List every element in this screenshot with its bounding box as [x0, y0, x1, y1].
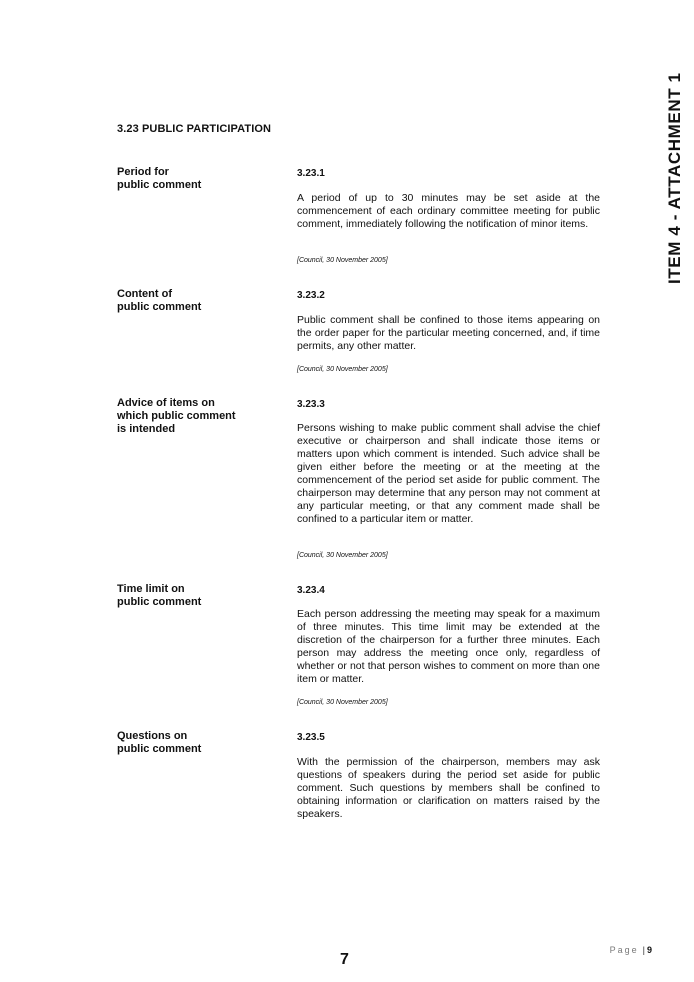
- page-label: Page: [609, 945, 639, 955]
- section-heading: 3.23 PUBLIC PARTICIPATION: [117, 123, 272, 135]
- side-label-questions: Questions on public comment: [117, 730, 202, 755]
- clause-text: Public comment shall be confined to those items appearing on the order paper for the particular meeting concerned, and, if time permits, any other matter.: [297, 314, 600, 352]
- footer-separator: |: [642, 945, 645, 955]
- side-label-period: Period for public comment: [117, 166, 202, 191]
- clause-number: 3.23.1: [297, 168, 325, 179]
- clause-number: 3.23.2: [297, 290, 325, 301]
- page-number: 7: [340, 951, 349, 968]
- clause-number: 3.23.4: [297, 585, 325, 596]
- attachment-side-tab: ITEM 4 - ATTACHMENT 1: [665, 72, 684, 284]
- page-footer: [610, 945, 652, 955]
- clause-text: Each person addressing the meeting may speak for a maximum of three minutes. This time limit may be extended at the discretion of the chairperson for a further three minutes. Each person may address the meeting once only, regardless of whether or not that person wishes to comment on more than one item or matter.: [297, 608, 600, 685]
- citation: [Council, 30 November 2005]: [297, 257, 388, 264]
- page-ref: 9: [646, 945, 652, 955]
- side-label-time-limit: Time limit on public comment: [117, 583, 202, 608]
- side-label-advice: Advice of items on which public comment is intended: [117, 397, 236, 435]
- clause-number: 3.23.3: [297, 399, 325, 410]
- clause-text: With the permission of the chairperson, members may ask questions of speakers during the period set aside for public comment. Such questions by members shall be confined to obtaining information or clarification on matters raised by the speakers.: [297, 756, 600, 820]
- citation: [Council, 30 November 2005]: [297, 552, 388, 559]
- clause-text: A period of up to 30 minutes may be set aside at the commencement of each ordinary committee meeting for public comment, immediately following the notification of minor items.: [297, 192, 600, 230]
- citation: [Council, 30 November 2005]: [297, 699, 388, 706]
- clause-text: Persons wishing to make public comment shall advise the chief executive or chairperson and shall indicate those items or matters upon which comment is intended. Such advice shall be given either before the meeting or at the meeting at the commencement of the period set aside for public comment. The chairperson may determine that any person may not comment at any particular meeting, or that any comment made shall be confined to a particular item or matter.: [297, 422, 600, 525]
- citation: [Council, 30 November 2005]: [297, 366, 388, 373]
- clause-number: 3.23.5: [297, 732, 325, 743]
- side-label-content: Content of public comment: [117, 288, 202, 313]
